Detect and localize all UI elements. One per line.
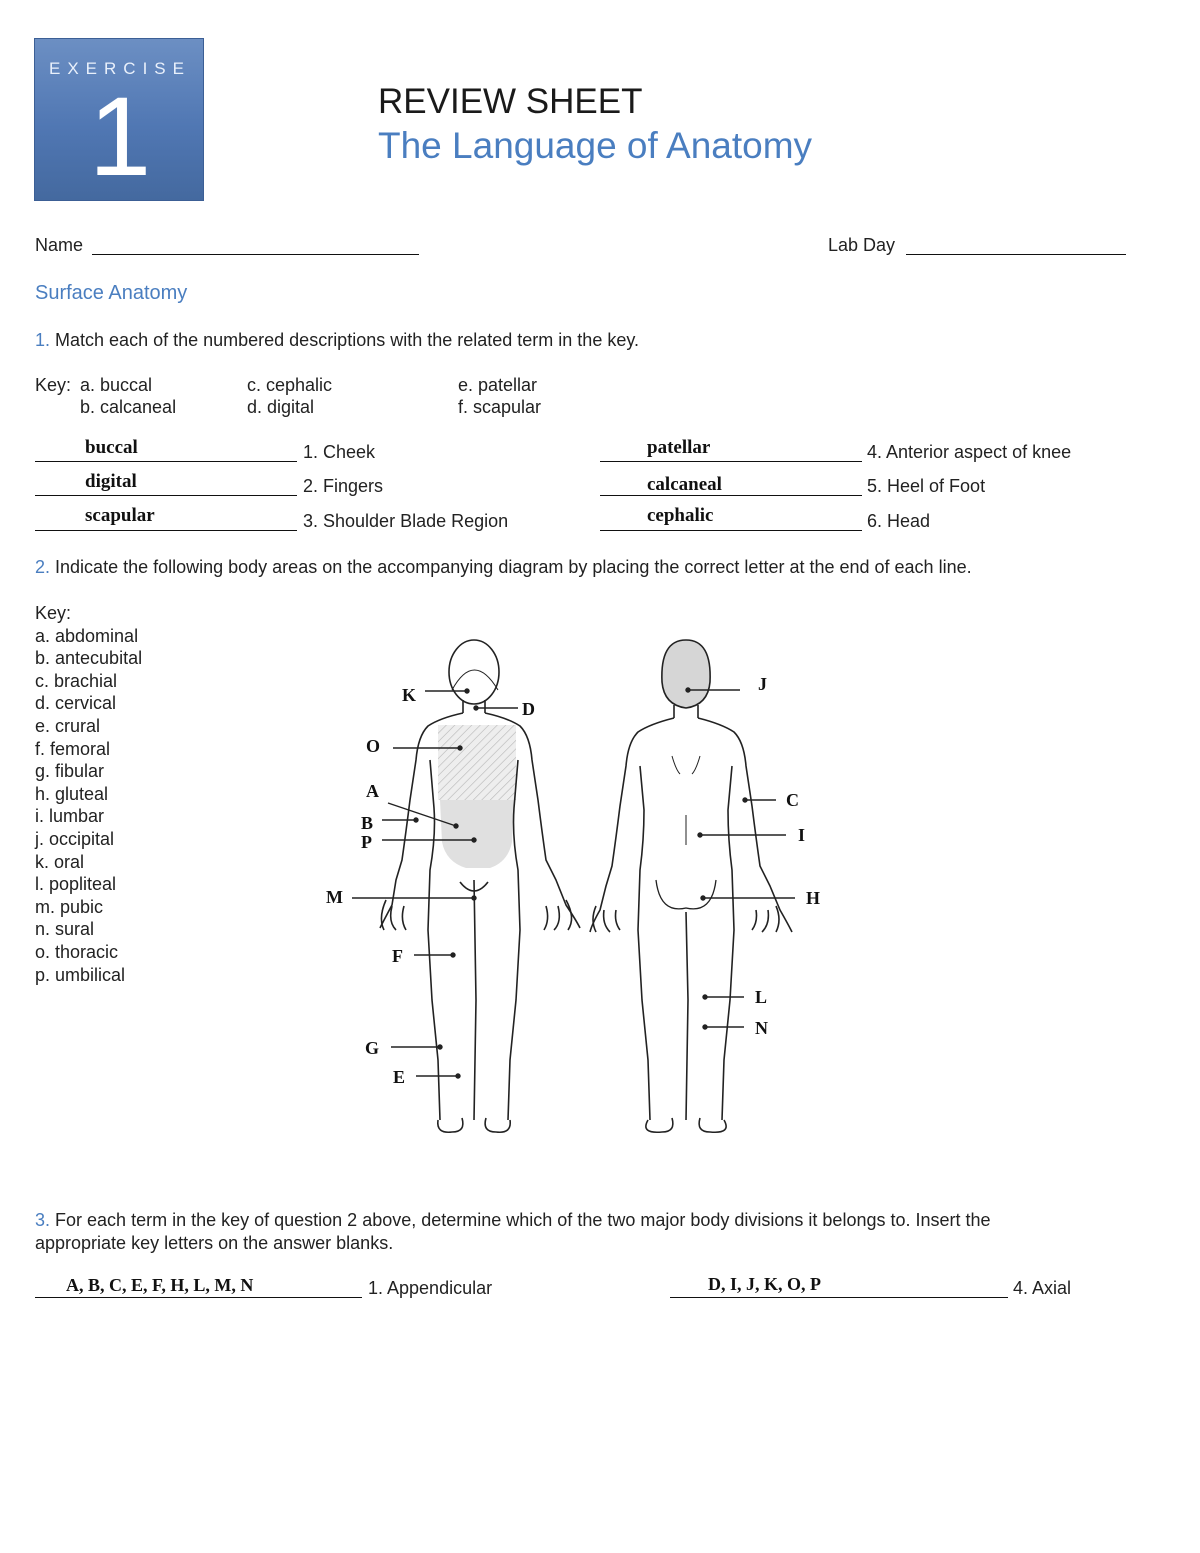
- q3-number: 3.: [35, 1210, 51, 1230]
- q2-key-item: c. brachial: [35, 670, 118, 691]
- q2-key-item: b. antecubital: [35, 648, 143, 669]
- q1-key-label: Key:: [35, 375, 72, 395]
- badge-number: 1: [88, 74, 152, 199]
- thoracic-shading: [438, 725, 516, 800]
- diagram-letter: G: [365, 1038, 380, 1058]
- diagram-letter: D: [522, 699, 535, 719]
- anterior-figure: [380, 640, 580, 1132]
- q2-key-item: n. sural: [35, 919, 95, 940]
- answer-blank[interactable]: [35, 1297, 362, 1298]
- q2-number: 2.: [35, 557, 51, 577]
- abdominal-shading: [440, 800, 514, 868]
- badge-word: EXERCISE: [49, 59, 191, 78]
- page-title: REVIEW SHEET: [378, 82, 643, 121]
- answer-text: buccal: [85, 437, 138, 458]
- q2-key-item: f. femoral: [35, 738, 111, 759]
- q2-key-item: a. abdominal: [35, 625, 139, 646]
- diagram-letter: K: [402, 685, 417, 705]
- diagram-letter: E: [393, 1067, 406, 1087]
- q1-text: Match each of the numbered descriptions with the related term in the key.: [55, 330, 640, 350]
- q2-key-item: l. popliteal: [35, 874, 117, 895]
- answer-text: D, I, J, K, O, P: [708, 1274, 822, 1294]
- description: 6. Head: [867, 511, 931, 531]
- diagram-letter: J: [758, 674, 767, 694]
- posterior-figure: [590, 640, 792, 1132]
- answer-text: cephalic: [647, 505, 714, 526]
- head-outline: [449, 640, 499, 704]
- diagram-letter: H: [806, 888, 821, 908]
- description: 1. Appendicular: [368, 1278, 493, 1298]
- diagram-letter: M: [326, 887, 343, 907]
- q3-text-cont: appropriate key letters on the answer blanks.: [35, 1233, 394, 1253]
- diagram-letter: L: [755, 987, 768, 1007]
- diagram-letters: [326, 674, 820, 1087]
- description: 5. Heel of Foot: [867, 476, 986, 496]
- q2-key-item: i. lumbar: [35, 806, 105, 827]
- q2-key-item: m. pubic: [35, 896, 104, 917]
- diagram-letter: C: [786, 790, 799, 810]
- answer-blank[interactable]: [670, 1297, 1008, 1298]
- q1-key-item: a. buccal: [80, 375, 153, 395]
- diagram-letter: O: [366, 736, 381, 756]
- q2-key-item: k. oral: [35, 851, 85, 872]
- answer-text: digital: [85, 471, 137, 492]
- q3-text: For each term in the key of question 2 above, determine which of the two major body divisions it belongs to. Insert the: [55, 1210, 991, 1230]
- name-label: Name: [35, 235, 84, 255]
- q2-key-item: h. gluteal: [35, 783, 109, 804]
- description: 2. Fingers: [303, 476, 384, 496]
- q2-key-item: j. occipital: [35, 828, 115, 849]
- diagram-letter: I: [798, 825, 806, 845]
- q1-key-item: b. calcaneal: [80, 397, 177, 417]
- q1-key-item: c. cephalic: [247, 375, 333, 395]
- diagram-letter: N: [755, 1018, 768, 1038]
- occipital-shading: [662, 640, 710, 708]
- diagram-letter: P: [361, 832, 372, 852]
- q1-number: 1.: [35, 330, 51, 350]
- diagram-letter: A: [366, 781, 379, 801]
- q2-key-item: e. crural: [35, 715, 101, 736]
- answer-text: A, B, C, E, F, H, L, M, N: [66, 1275, 254, 1295]
- q2-key-item: o. thoracic: [35, 941, 119, 962]
- description: 4. Axial: [1013, 1278, 1072, 1298]
- answer-text: scapular: [85, 505, 155, 526]
- description: 1. Cheek: [303, 442, 376, 462]
- section-heading: Surface Anatomy: [35, 282, 188, 304]
- q1-key-item: d. digital: [247, 397, 315, 417]
- diagram-letter: B: [361, 813, 374, 833]
- answer-text: patellar: [647, 437, 711, 458]
- description: 3. Shoulder Blade Region: [303, 511, 509, 531]
- labday-label: Lab Day: [828, 235, 896, 255]
- q1-key-item: f. scapular: [458, 397, 542, 417]
- description: 4. Anterior aspect of knee: [867, 442, 1072, 462]
- q2-key-item: g. fibular: [35, 761, 105, 782]
- q2-key-item: p. umbilical: [35, 964, 126, 985]
- diagram-letter: F: [392, 946, 403, 966]
- q3-prompt: [35, 1210, 991, 1231]
- page-subtitle: The Language of Anatomy: [378, 125, 813, 166]
- q1-key-item: e. patellar: [458, 375, 538, 395]
- q2-key-item: d. cervical: [35, 693, 117, 714]
- answer-text: calcaneal: [647, 474, 722, 495]
- q2-text: Indicate the following body areas on the accompanying diagram by placing the correct letter at the end of each line.: [55, 557, 972, 577]
- q2-key-label: Key:: [35, 603, 72, 623]
